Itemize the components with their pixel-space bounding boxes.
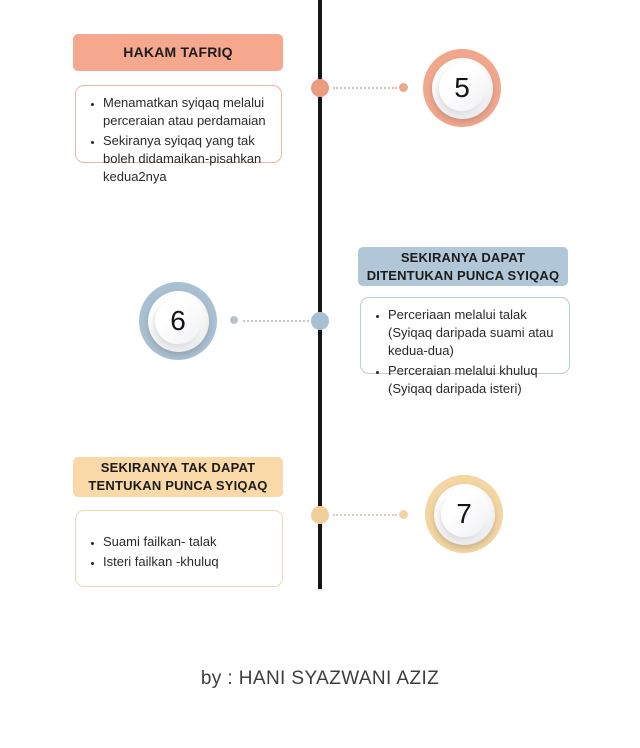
bullet-item: • Suami failkan- talak (103, 533, 274, 551)
section-6-body (360, 297, 570, 396)
connector-end-dot-7 (399, 510, 408, 519)
connector-end-dot-6 (230, 316, 238, 324)
step-circle-plate (432, 58, 493, 119)
step-number-5: 5 (439, 65, 485, 111)
section-7-header (73, 457, 283, 497)
step-circle-7 (425, 475, 503, 553)
section-6-bullet-list (367, 306, 561, 398)
connector-line-5 (333, 87, 397, 89)
section-7-title: SEKIRANYA TAK DAPAT TENTUKAN PUNCA SYIQAQ (88, 460, 268, 493)
connector-end-dot-5 (399, 83, 408, 92)
step-circle-plate (148, 291, 209, 352)
step-circle-5 (423, 49, 501, 127)
timeline-node-7 (311, 506, 329, 524)
section-5-title: HAKAM TAFRIQ (123, 44, 233, 61)
bullet-item: • Isteri failkan -khuluq (103, 553, 274, 571)
connector-line-7 (333, 514, 397, 516)
bullet-item: • Sekiranya syiqaq yang tak boleh didamaikan-pisahkan kedua2nya (103, 132, 273, 186)
section-6-header (358, 247, 568, 286)
bullet-item: • Perceriaan melalui talak (Syiqaq daripada suami atau kedua-dua) (388, 306, 561, 360)
section-5-bullet-list (82, 94, 273, 186)
bullet-item: • Perceraian melalui khuluq (Syiqaq daripada isteri) (388, 362, 561, 398)
bullet-item: • Menamatkan syiqaq melalui perceraian atau perdamaian (103, 94, 273, 130)
section-6-title: SEKIRANYA DAPAT DITENTUKAN PUNCA SYIQAQ (366, 249, 560, 283)
section-7-bullet-list (82, 533, 274, 571)
section-5-body (75, 85, 282, 184)
step-circle-plate (434, 484, 495, 545)
timeline-node-6 (311, 312, 329, 330)
timeline-node-5 (311, 79, 329, 97)
footer-credit: by : HANI SYAZWANI AZIZ (200, 668, 440, 689)
step-circle-6 (139, 282, 217, 360)
section-7-body (75, 510, 283, 587)
step-number-6: 6 (155, 298, 201, 344)
section-5-header (73, 34, 283, 71)
step-number-7: 7 (441, 491, 487, 537)
connector-line-6 (243, 320, 309, 322)
